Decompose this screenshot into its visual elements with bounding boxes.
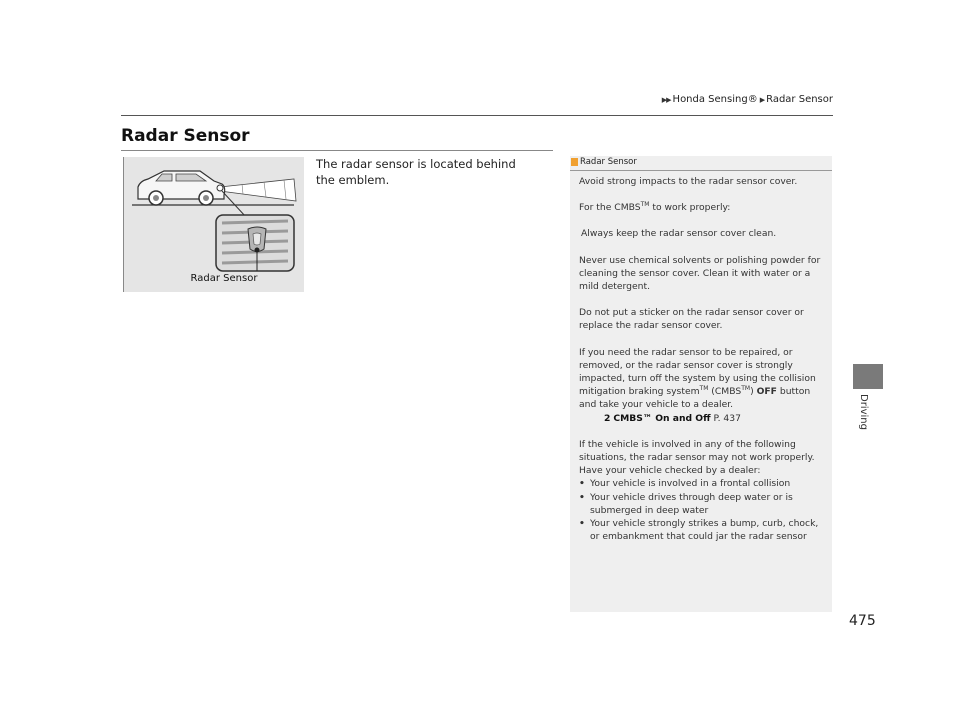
- cross-reference-link[interactable]: 2 CMBS™ On and Off P. 437: [604, 412, 741, 424]
- sidebar-bullet-list: [579, 477, 827, 543]
- chapter-tab[interactable]: [853, 364, 883, 389]
- sidebar-paragraph: Always keep the radar sensor cover clean.: [581, 228, 777, 240]
- list-item: • Your vehicle drives through deep water or is submerged in deep water: [579, 491, 827, 517]
- figure-callout-label: Radar Sensor: [190, 273, 258, 284]
- car-radar-illustration: [124, 157, 304, 292]
- note-marker-icon: [571, 158, 578, 166]
- sidebar-paragraph: If you need the radar sensor to be repaired, or removed, or the radar sensor cover is strongly impacted, turn off the system by using the collision mitigation braking system™ (CMBS™) OFF button and take your vehicle to a dealer.: [579, 346, 816, 411]
- header-divider: [121, 115, 833, 116]
- sidebar-header: [570, 156, 832, 171]
- breadcrumb-item[interactable]: Radar Sensor: [766, 94, 833, 105]
- sidebar-title: Radar Sensor: [580, 157, 637, 167]
- arrow-icon: ▶▶: [661, 95, 671, 104]
- reference-arrow-icon: 2: [604, 412, 611, 424]
- page-number: 475: [849, 613, 876, 629]
- section-divider: [121, 150, 553, 151]
- page-title: Radar Sensor: [121, 126, 250, 146]
- sidebar-paragraph: Avoid strong impacts to the radar sensor cover.: [579, 176, 798, 187]
- radar-sensor-figure: [123, 157, 304, 292]
- chapter-tab-label[interactable]: Driving: [858, 394, 869, 430]
- arrow-icon: ▶: [759, 95, 765, 104]
- list-item: • Your vehicle strongly strikes a bump, curb, chock, or embankment that could jar the radar sensor: [579, 517, 827, 543]
- sidebar-paragraph: If the vehicle is involved in any of the following situations, the radar sensor may not work properly. Have your vehicle checked by a dealer:: [579, 438, 815, 477]
- notes-sidebar: [570, 156, 832, 612]
- section-body-text: The radar sensor is located behind the emblem.: [316, 157, 516, 187]
- sidebar-paragraph: Do not put a sticker on the radar sensor cover or replace the radar sensor cover.: [579, 307, 804, 332]
- sidebar-paragraph: For the CMBS™ to work properly:: [579, 201, 731, 214]
- sidebar-paragraph: Never use chemical solvents or polishing powder for cleaning the sensor cover. Clean it with water or a mild detergent.: [579, 254, 821, 293]
- list-item: • Your vehicle is involved in a frontal collision: [579, 477, 827, 490]
- breadcrumb: [662, 94, 833, 105]
- breadcrumb-item[interactable]: Honda Sensing®: [672, 94, 758, 105]
- sidebar-content: [579, 175, 827, 543]
